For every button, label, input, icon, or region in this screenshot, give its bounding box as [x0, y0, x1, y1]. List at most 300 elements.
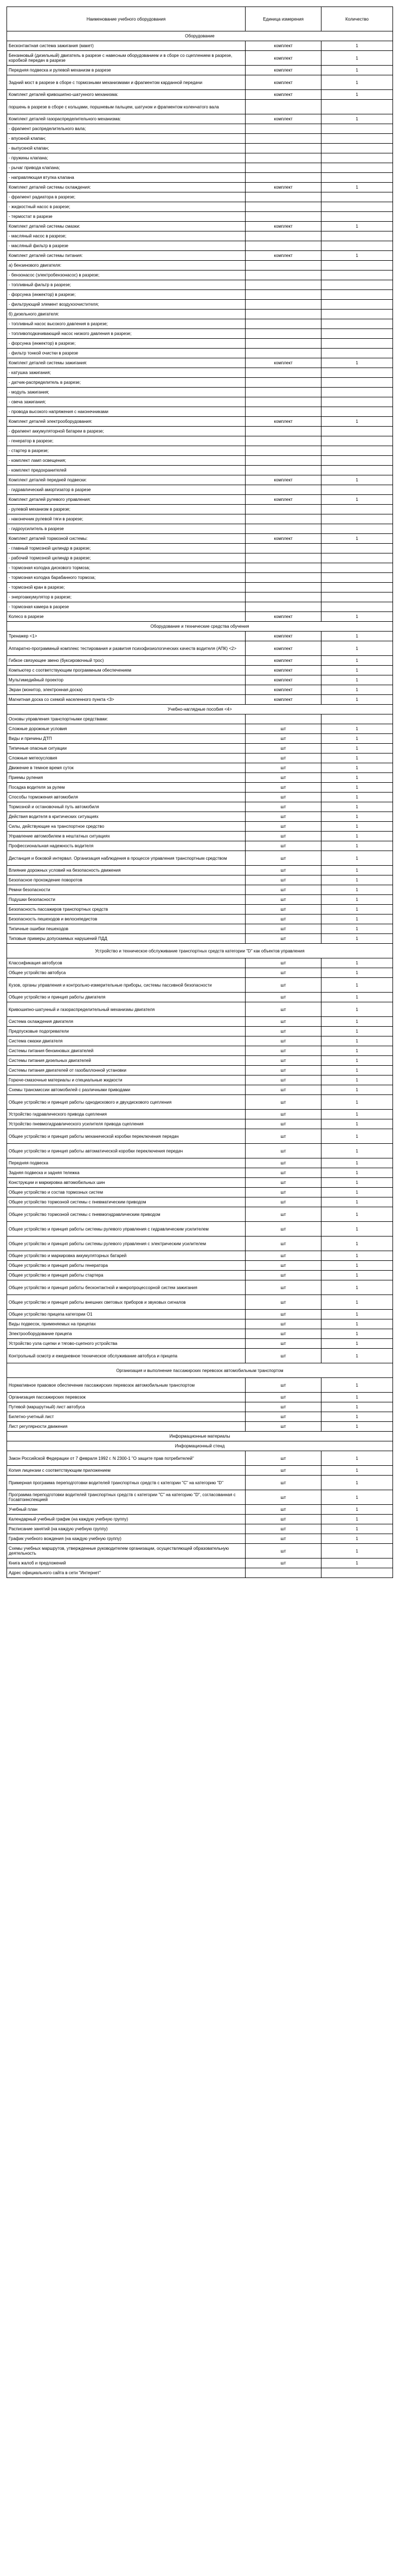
unit-cell — [246, 339, 321, 349]
table-row — [7, 466, 393, 475]
item-name-cell: - фрагмент радиатора в разрезе; — [7, 192, 246, 202]
item-name-cell: - термостат в разрезе — [7, 212, 246, 222]
item-name-cell: Действия водителя в критических ситуациях — [7, 812, 246, 822]
table-row — [7, 822, 393, 832]
item-name-cell: - бензонасос (электробензонасос) в разрезе; — [7, 271, 246, 280]
item-name-cell: Устройство гидравлического привода сцепления — [7, 1110, 246, 1119]
item-name-cell: - тормозная колодка барабанного тормоза; — [7, 573, 246, 583]
item-name-cell: Общее устройство и принцип работы системы рулевого управления с электрическим усилителем — [7, 1237, 246, 1251]
item-name-cell: Система охлаждения двигателя — [7, 1017, 246, 1027]
unit-cell: шт — [246, 763, 321, 773]
unit-cell — [246, 1568, 321, 1578]
table-row — [7, 1378, 393, 1393]
unit-cell — [246, 436, 321, 446]
unit-cell: шт — [246, 1144, 321, 1158]
item-name-cell: Общее устройство и принцип работы двигателя — [7, 993, 246, 1002]
quantity-cell: 1 — [321, 832, 393, 841]
unit-cell — [246, 163, 321, 173]
quantity-cell: 1 — [321, 1251, 393, 1261]
table-row — [7, 915, 393, 924]
quantity-cell: 1 — [321, 685, 393, 695]
quantity-cell: 1 — [321, 1144, 393, 1158]
quantity-cell — [321, 456, 393, 466]
quantity-cell: 1 — [321, 773, 393, 783]
item-name-cell: - энергоаккумулятор в разрезе; — [7, 593, 246, 602]
item-name-cell: Билетно-учетный лист — [7, 1412, 246, 1422]
table-row — [7, 1168, 393, 1178]
unit-cell — [246, 241, 321, 251]
quantity-cell — [321, 563, 393, 573]
table-row — [7, 1559, 393, 1568]
table-row — [7, 1017, 393, 1027]
quantity-cell: 1 — [321, 1056, 393, 1066]
table-row — [7, 173, 393, 183]
quantity-cell: 1 — [321, 754, 393, 763]
unit-cell: шт — [246, 773, 321, 783]
item-name-cell: - масляный насос в разрезе; — [7, 231, 246, 241]
quantity-cell — [321, 271, 393, 280]
section-title: Устройство и техническое обслуживание транспортных средств категории "D" как объектов управления — [7, 944, 393, 958]
table-row — [7, 1144, 393, 1158]
quantity-cell: 1 — [321, 1451, 393, 1466]
quantity-cell: 1 — [321, 1129, 393, 1144]
unit-cell: шт — [246, 866, 321, 875]
quantity-cell: 1 — [321, 1295, 393, 1310]
table-row — [7, 514, 393, 524]
unit-cell: шт — [246, 802, 321, 812]
unit-cell: шт — [246, 1002, 321, 1017]
quantity-cell — [321, 280, 393, 290]
item-name-cell: Общее устройство прицепа категории О1 — [7, 1310, 246, 1319]
unit-cell: шт — [246, 905, 321, 915]
unit-cell: комплект — [246, 612, 321, 622]
quantity-cell: 1 — [321, 866, 393, 875]
unit-cell — [246, 100, 321, 114]
item-name-cell: - топливоподкачивающий насос низкого давления в разрезе; — [7, 329, 246, 339]
table-row — [7, 134, 393, 144]
table-row — [7, 1402, 393, 1412]
equipment-table — [7, 7, 393, 1578]
table-row — [7, 1393, 393, 1402]
unit-cell: шт — [246, 1515, 321, 1524]
item-name-cell: Общее устройство и принцип работы генератора — [7, 1261, 246, 1271]
unit-cell: комплект — [246, 66, 321, 75]
table-row — [7, 1027, 393, 1036]
quantity-cell: 1 — [321, 417, 393, 427]
item-name-cell: Комплект деталей системы охлаждения: — [7, 183, 246, 192]
table-row — [7, 993, 393, 1002]
quantity-cell: 1 — [321, 1076, 393, 1085]
item-name-cell: Расписание занятий (на каждую учебную группу) — [7, 1524, 246, 1534]
quantity-cell: 1 — [321, 1168, 393, 1178]
table-row — [7, 924, 393, 934]
quantity-cell: 1 — [321, 1422, 393, 1432]
unit-cell: шт — [246, 1295, 321, 1310]
quantity-cell — [321, 349, 393, 358]
item-name-cell: - фильтрующий элемент воздухоочистителя; — [7, 300, 246, 310]
unit-cell: комплект — [246, 475, 321, 485]
unit-cell — [246, 202, 321, 212]
item-name-cell: - стартер в разрезе; — [7, 446, 246, 456]
quantity-cell: 1 — [321, 641, 393, 656]
quantity-cell: 1 — [321, 1207, 393, 1222]
unit-cell: шт — [246, 1559, 321, 1568]
item-name-cell: Общее устройство тормозной системы с пневмогидравлическим приводом — [7, 1207, 246, 1222]
quantity-cell: 1 — [321, 1524, 393, 1534]
table-row — [7, 573, 393, 583]
table-row — [7, 773, 393, 783]
quantity-cell: 1 — [321, 1178, 393, 1188]
unit-cell — [246, 300, 321, 310]
table-row — [7, 583, 393, 593]
table-row — [7, 41, 393, 51]
quantity-cell: 1 — [321, 763, 393, 773]
table-row — [7, 231, 393, 241]
unit-cell: шт — [246, 1076, 321, 1085]
quantity-cell: 1 — [321, 875, 393, 885]
quantity-cell: 1 — [321, 934, 393, 944]
table-row — [7, 866, 393, 875]
item-name-cell: Копия лицензии с соответствующим приложением — [7, 1466, 246, 1476]
unit-cell: комплект — [246, 495, 321, 505]
unit-cell — [246, 212, 321, 222]
unit-cell: шт — [246, 924, 321, 934]
table-row — [7, 1178, 393, 1188]
unit-cell: шт — [246, 1046, 321, 1056]
unit-cell: шт — [246, 851, 321, 866]
table-row — [7, 1095, 393, 1110]
table-row — [7, 1295, 393, 1310]
table-row — [7, 958, 393, 968]
item-name-cell: Управление автомобилем в нештатных ситуациях — [7, 832, 246, 841]
quantity-cell — [321, 1568, 393, 1578]
table-row — [7, 1271, 393, 1280]
quantity-cell — [321, 231, 393, 241]
quantity-cell: 1 — [321, 1158, 393, 1168]
unit-cell: шт — [246, 1168, 321, 1178]
table-row — [7, 934, 393, 944]
unit-cell: комплект — [246, 183, 321, 192]
quantity-cell: 1 — [321, 1349, 393, 1363]
table-row — [7, 75, 393, 90]
quantity-cell — [321, 241, 393, 251]
unit-cell — [246, 544, 321, 553]
quantity-cell: 1 — [321, 968, 393, 978]
quantity-cell: 1 — [321, 675, 393, 685]
item-name-cell: - датчик-распределитель в разрезе; — [7, 378, 246, 388]
table-row — [7, 744, 393, 754]
unit-cell: шт — [246, 1237, 321, 1251]
unit-cell: комплект — [246, 222, 321, 231]
item-name-cell: Предпусковые подогреватели — [7, 1027, 246, 1036]
item-name-cell: Книга жалоб и предложений — [7, 1559, 246, 1568]
quantity-cell — [321, 544, 393, 553]
quantity-cell: 1 — [321, 1085, 393, 1095]
section-title: Оборудование — [7, 31, 393, 41]
unit-cell: шт — [246, 1027, 321, 1036]
section-row — [7, 705, 393, 714]
item-name-cell: Типичные ошибки пешеходов — [7, 924, 246, 934]
unit-cell — [246, 602, 321, 612]
unit-cell — [246, 514, 321, 524]
unit-cell — [246, 153, 321, 163]
quantity-cell: 1 — [321, 1002, 393, 1017]
table-row — [7, 1339, 393, 1349]
quantity-cell — [321, 514, 393, 524]
item-name-cell: - модуль зажигания; — [7, 388, 246, 397]
quantity-cell: 1 — [321, 1066, 393, 1076]
unit-cell: шт — [246, 1378, 321, 1393]
unit-cell: шт — [246, 895, 321, 905]
unit-cell: шт — [246, 915, 321, 924]
unit-cell: комплект — [246, 114, 321, 124]
table-row — [7, 202, 393, 212]
item-name-cell: поршень в разрезе в сборе с кольцами, поршневым пальцем, шатуном и фрагментом коленчатого вала — [7, 100, 246, 114]
item-name-cell: Комплект деталей системы смазки: — [7, 222, 246, 231]
table-row — [7, 1207, 393, 1222]
unit-cell — [246, 397, 321, 407]
quantity-cell — [321, 329, 393, 339]
item-name-cell: Общее устройство и принцип работы внешних световых приборов и звуковых сигналов — [7, 1295, 246, 1310]
quantity-cell: 1 — [321, 1095, 393, 1110]
unit-cell: шт — [246, 1036, 321, 1046]
unit-cell — [246, 563, 321, 573]
quantity-cell — [321, 593, 393, 602]
quantity-cell: 1 — [321, 1378, 393, 1393]
quantity-cell: 1 — [321, 1490, 393, 1505]
quantity-cell: 1 — [321, 793, 393, 802]
item-name-cell: Общее устройство и маркировка аккумуляторных батарей — [7, 1251, 246, 1261]
item-name-cell: Виды и причины ДТП — [7, 734, 246, 744]
item-name-cell: Безопасное прохождение поворотов — [7, 875, 246, 885]
quantity-cell — [321, 124, 393, 134]
unit-cell — [246, 378, 321, 388]
unit-cell: шт — [246, 1280, 321, 1295]
item-name-cell: Тренажер <1> — [7, 632, 246, 641]
quantity-cell — [321, 163, 393, 173]
item-name-cell: Системы питания дизельных двигателей — [7, 1056, 246, 1066]
unit-cell: шт — [246, 1412, 321, 1422]
unit-cell — [246, 290, 321, 300]
unit-cell — [246, 349, 321, 358]
table-row — [7, 641, 393, 656]
item-name-cell: Путевой (маршрутный) лист автобуса — [7, 1402, 246, 1412]
header-quantity: Количество — [321, 7, 393, 31]
table-row — [7, 812, 393, 822]
item-name-cell: Схемы трансмиссии автомобилей с различными приводами — [7, 1085, 246, 1095]
table-row — [7, 251, 393, 261]
table-row — [7, 832, 393, 841]
table-row — [7, 456, 393, 466]
unit-cell: шт — [246, 793, 321, 802]
unit-cell: шт — [246, 1505, 321, 1515]
unit-cell: шт — [246, 1329, 321, 1339]
item-name-cell: Учебный план — [7, 1505, 246, 1515]
quantity-cell: 1 — [321, 978, 393, 993]
table-row — [7, 144, 393, 153]
table-row — [7, 685, 393, 695]
quantity-cell — [321, 388, 393, 397]
table-row — [7, 763, 393, 773]
table-row — [7, 734, 393, 744]
unit-cell — [246, 524, 321, 534]
unit-cell — [246, 456, 321, 466]
table-row — [7, 1056, 393, 1066]
unit-cell: шт — [246, 1261, 321, 1271]
unit-cell: шт — [246, 1339, 321, 1349]
table-row — [7, 656, 393, 666]
quantity-cell: 1 — [321, 1544, 393, 1559]
table-row — [7, 1119, 393, 1129]
quantity-cell — [321, 485, 393, 495]
table-row — [7, 446, 393, 456]
item-name-cell: - комплект ламп освещения; — [7, 456, 246, 466]
table-row — [7, 310, 393, 319]
unit-cell: шт — [246, 1402, 321, 1412]
item-name-cell: Дистанция и боковой интервал. Организация наблюдения в процессе управления транспортным средством — [7, 851, 246, 866]
table-row — [7, 475, 393, 485]
item-name-cell: Сложные метеоусловия — [7, 754, 246, 763]
table-row — [7, 1515, 393, 1524]
item-name-cell: Задний мост в разрезе в сборе с тормозными механизмами и фрагментом карданной передачи — [7, 75, 246, 90]
table-row — [7, 1422, 393, 1432]
quantity-cell: 1 — [321, 695, 393, 705]
unit-cell: комплект — [246, 358, 321, 368]
table-row — [7, 495, 393, 505]
unit-cell: шт — [246, 812, 321, 822]
item-name-cell: - фрагмент аккумуляторной батареи в разрезе; — [7, 427, 246, 436]
item-name-cell: Комплект деталей электрооборудования: — [7, 417, 246, 427]
unit-cell: шт — [246, 724, 321, 734]
table-row — [7, 593, 393, 602]
unit-cell: шт — [246, 1490, 321, 1505]
item-name-cell: Типичные опасные ситуации — [7, 744, 246, 754]
item-name-cell: Общее устройство и принцип работы стартера — [7, 1271, 246, 1280]
table-header-row — [7, 7, 393, 31]
section-row — [7, 1441, 393, 1451]
item-name-cell: - форсунка (инжектор) в разрезе; — [7, 339, 246, 349]
quantity-cell: 1 — [321, 90, 393, 100]
section-row — [7, 1432, 393, 1441]
unit-cell — [246, 407, 321, 417]
item-name-cell: - провода высокого напряжения с наконечниками — [7, 407, 246, 417]
quantity-cell — [321, 319, 393, 329]
item-name-cell: Тормозной и остановочный путь автомобиля — [7, 802, 246, 812]
table-row — [7, 612, 393, 622]
item-name-cell: - впускной клапан; — [7, 134, 246, 144]
quantity-cell: 1 — [321, 744, 393, 754]
unit-cell — [246, 319, 321, 329]
quantity-cell — [321, 436, 393, 446]
quantity-cell: 1 — [321, 812, 393, 822]
quantity-cell: 1 — [321, 783, 393, 793]
unit-cell: комплект — [246, 90, 321, 100]
item-name-cell: Профессиональная надежность водителя — [7, 841, 246, 851]
quantity-cell: 1 — [321, 1402, 393, 1412]
table-row — [7, 114, 393, 124]
table-row — [7, 1002, 393, 1017]
unit-cell: шт — [246, 1197, 321, 1207]
table-row — [7, 1036, 393, 1046]
table-row — [7, 417, 393, 427]
quantity-cell: 1 — [321, 851, 393, 866]
quantity-cell: 1 — [321, 1280, 393, 1295]
table-row — [7, 505, 393, 514]
unit-cell — [246, 446, 321, 456]
table-row — [7, 1188, 393, 1197]
unit-cell: комплект — [246, 534, 321, 544]
quantity-cell: 1 — [321, 895, 393, 905]
table-row — [7, 895, 393, 905]
item-name-cell: - пружины клапана; — [7, 153, 246, 163]
table-row — [7, 66, 393, 75]
quantity-cell: 1 — [321, 656, 393, 666]
item-name-cell: Влияние дорожных условий на безопасность движения — [7, 866, 246, 875]
table-row — [7, 192, 393, 202]
unit-cell — [246, 271, 321, 280]
item-name-cell: - рулевой механизм в разрезе; — [7, 505, 246, 514]
table-row — [7, 602, 393, 612]
unit-cell: шт — [246, 1056, 321, 1066]
table-row — [7, 1524, 393, 1534]
table-row — [7, 397, 393, 407]
table-row — [7, 1544, 393, 1559]
table-row — [7, 675, 393, 685]
unit-cell: шт — [246, 1466, 321, 1476]
table-row — [7, 1280, 393, 1295]
item-name-cell: Кривошипно-шатунный и газораспределительный механизмы двигателя — [7, 1002, 246, 1017]
table-row — [7, 1329, 393, 1339]
unit-cell — [246, 505, 321, 514]
item-name-cell: Системы питания бензиновых двигателей — [7, 1046, 246, 1056]
item-name-cell: Системы питания двигателей от газобаллонной установки — [7, 1066, 246, 1076]
quantity-cell: 1 — [321, 905, 393, 915]
quantity-cell — [321, 583, 393, 593]
quantity-cell: 1 — [321, 66, 393, 75]
table-row — [7, 714, 393, 724]
unit-cell: шт — [246, 1271, 321, 1280]
quantity-cell — [321, 427, 393, 436]
table-row — [7, 427, 393, 436]
quantity-cell: 1 — [321, 251, 393, 261]
quantity-cell — [321, 212, 393, 222]
table-row — [7, 407, 393, 417]
unit-cell — [246, 144, 321, 153]
item-name-cell: Магнитная доска со схемой населенного пункта <3> — [7, 695, 246, 705]
table-row — [7, 1066, 393, 1076]
unit-cell: комплект — [246, 666, 321, 675]
item-name-cell: - жидкостный насос в разрезе; — [7, 202, 246, 212]
item-name-cell: - выпускной клапан; — [7, 144, 246, 153]
item-name-cell: Передняя подвеска и рулевой механизм в разрезе — [7, 66, 246, 75]
table-row — [7, 368, 393, 378]
item-name-cell: Общее устройство и принцип работы системы рулевого управления с гидравлическим усилителем — [7, 1222, 246, 1237]
header-name: Наименование учебного оборудования — [7, 7, 246, 31]
section-title: Информационный стенд — [7, 1441, 393, 1451]
quantity-cell — [321, 290, 393, 300]
quantity-cell — [321, 261, 393, 271]
unit-cell — [246, 583, 321, 593]
quantity-cell: 1 — [321, 915, 393, 924]
item-name-cell: Комплект деталей рулевого управления: — [7, 495, 246, 505]
item-name-cell: Примерная программа переподготовки водителей транспортных средств с категории "C" на категорию "D" — [7, 1476, 246, 1490]
quantity-cell: 1 — [321, 1319, 393, 1329]
table-row — [7, 1476, 393, 1490]
unit-cell — [246, 593, 321, 602]
table-row — [7, 905, 393, 915]
table-row — [7, 1451, 393, 1466]
quantity-cell: 1 — [321, 1261, 393, 1271]
